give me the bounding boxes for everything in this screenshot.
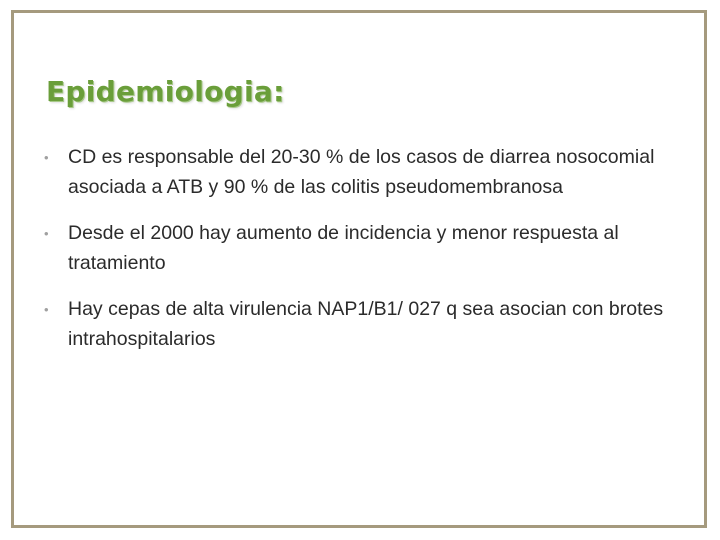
- bullet-marker: •: [44, 302, 49, 317]
- bullet-item: [44, 143, 684, 202]
- bullet-marker: •: [44, 226, 49, 241]
- bullet-text: Hay cepas de alta virulencia NAP1/B1/ 027 q sea asocian con brotes intrahospitalarios: [68, 298, 664, 350]
- bullet-text: Desde el 2000 hay aumento de incidencia y menor respuesta al tratamiento: [68, 222, 619, 274]
- bullet-marker: •: [44, 150, 49, 165]
- bullet-item: [44, 295, 684, 354]
- bullet-list: [44, 143, 684, 371]
- bullet-text: CD es responsable del 20-30 % de los casos de diarrea nosocomial asociada a ATB y 90 % de las colitis pseudomembranosa: [68, 146, 655, 198]
- slide-title: Epidemiologia:: [46, 75, 285, 108]
- slide-frame: [11, 10, 707, 528]
- bullet-item: [44, 219, 684, 278]
